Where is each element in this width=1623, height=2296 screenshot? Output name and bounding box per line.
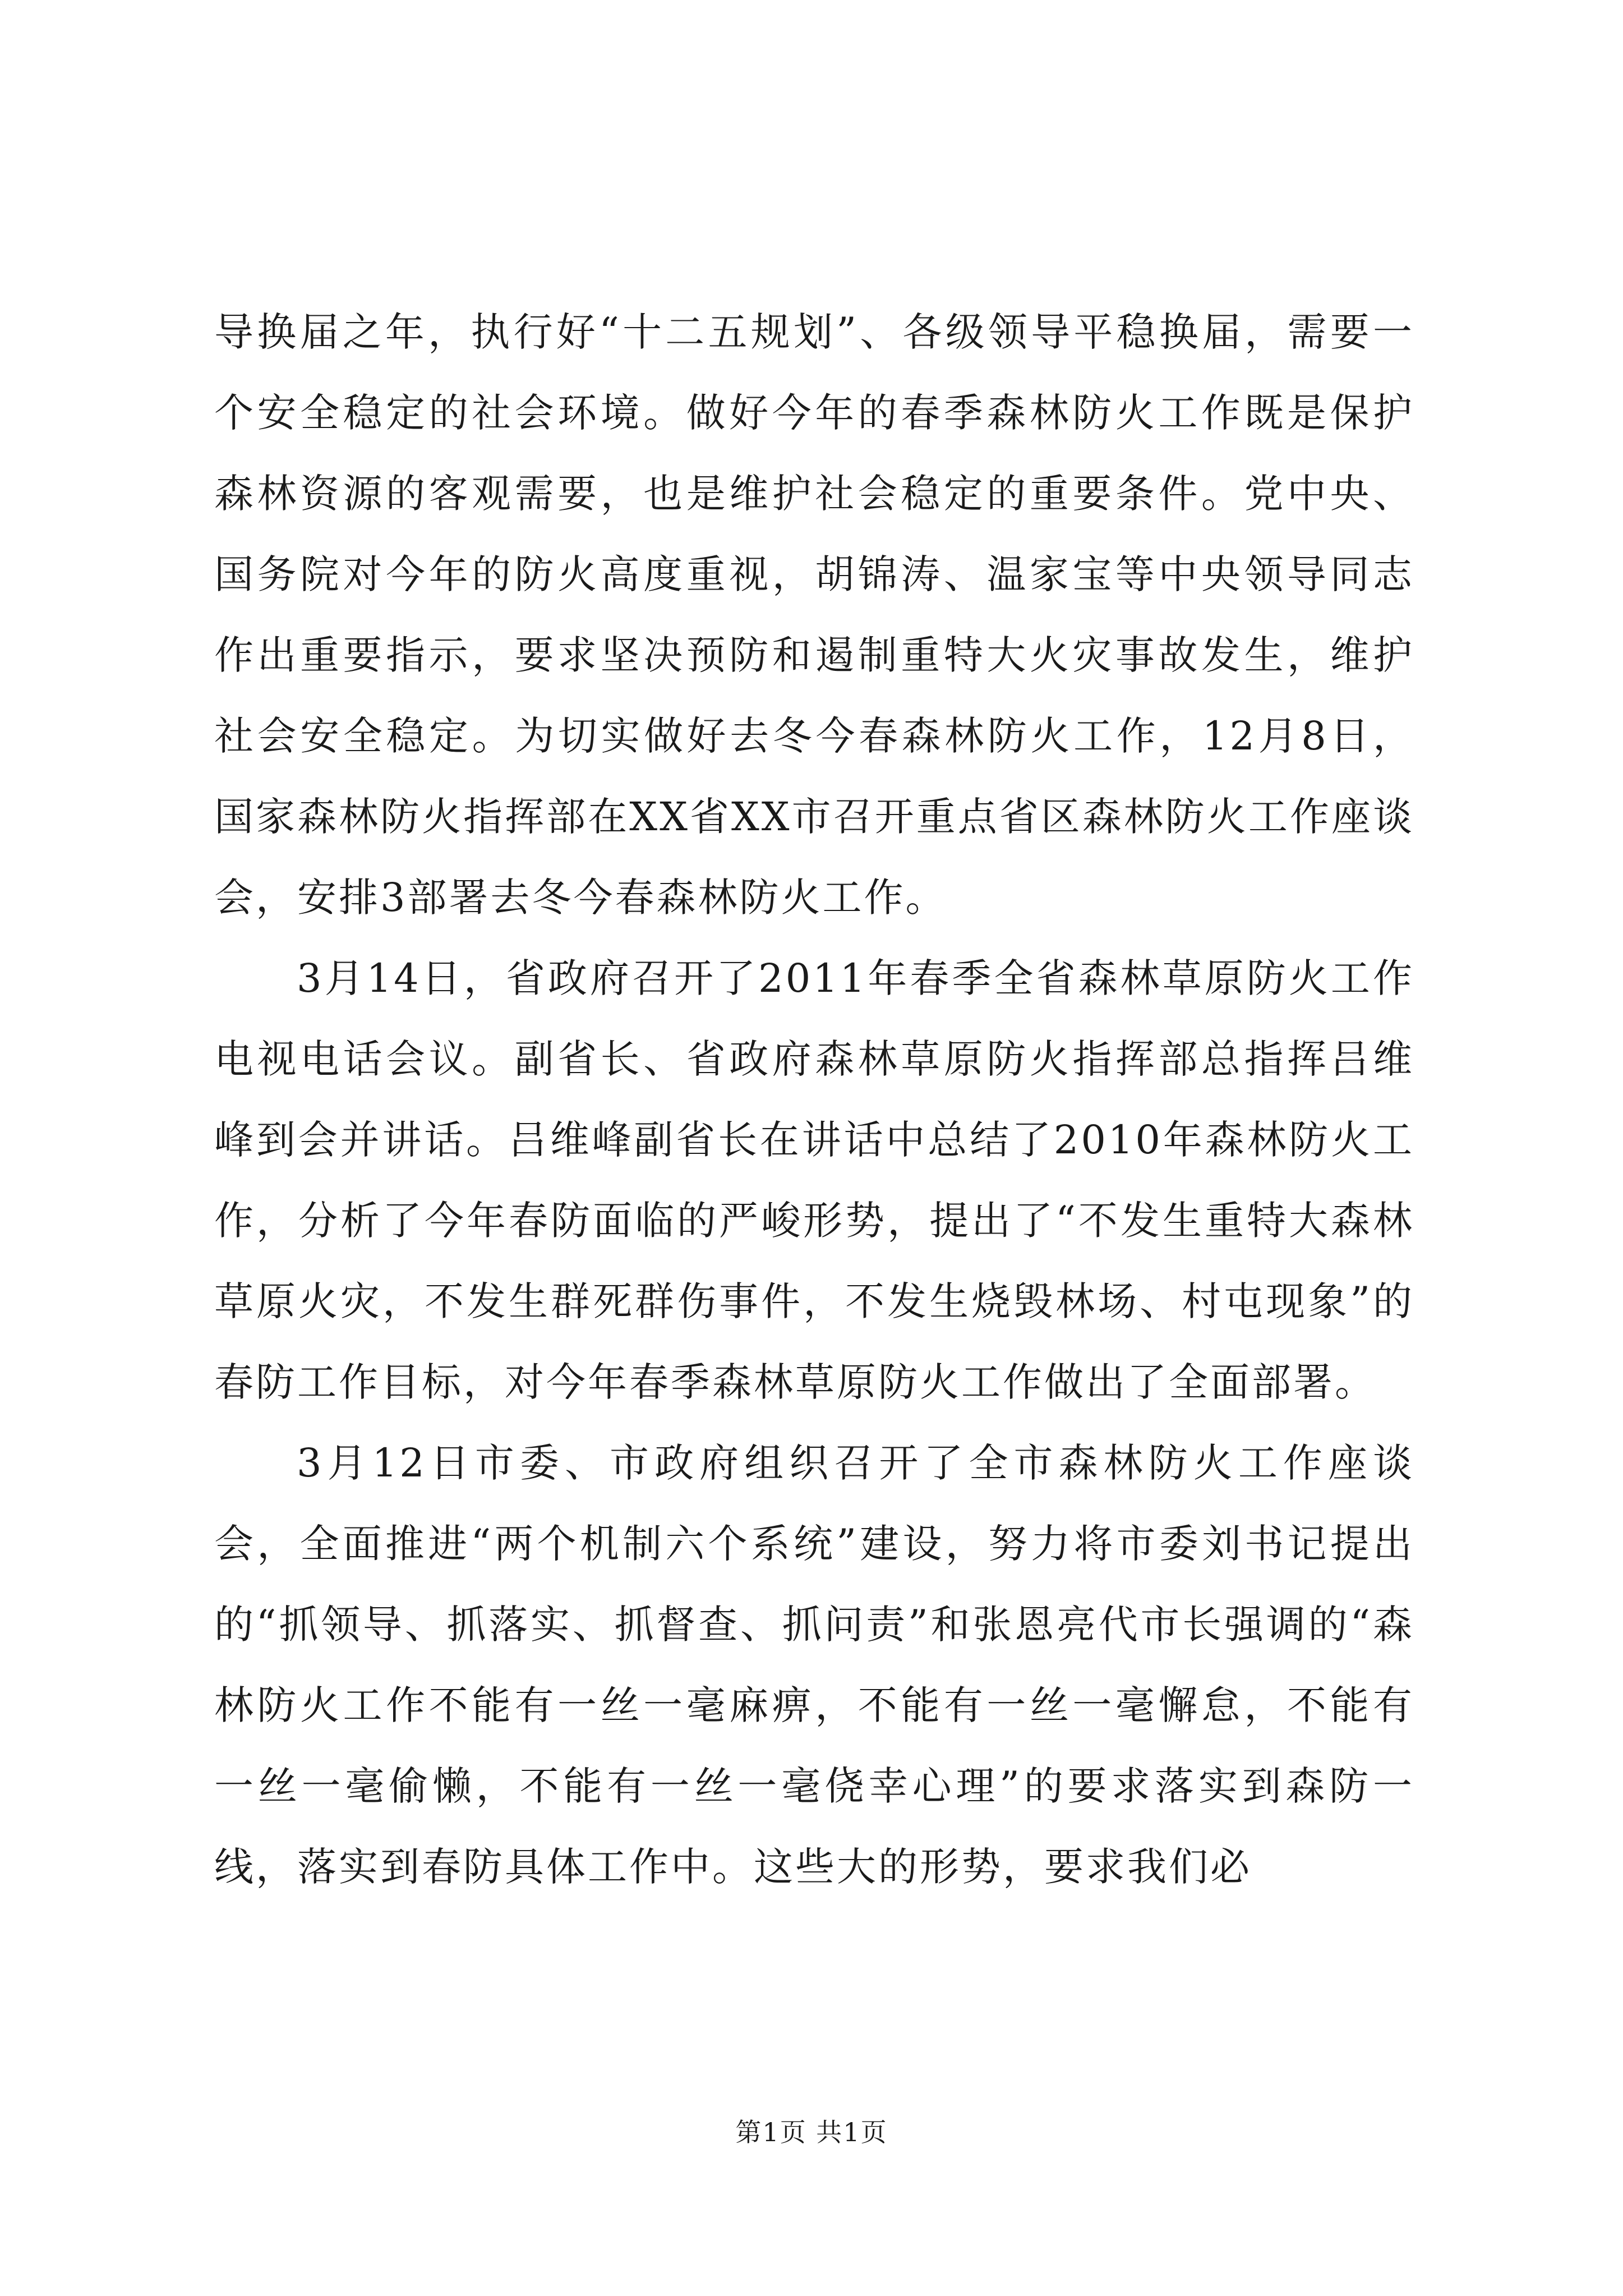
paragraph-1: 导换届之年，执行好“十二五规划”、各级领导平稳换届，需要一个安全稳定的社会环境。做好今年的春季森林防火工作既是保护森林资源的客观需要，也是维护社会稳定的重要条件。党中央、国务院对今年的防火高度重视，胡锦涛、温家宝等中央领导同志作出重要指示，要求坚决预防和遏制重特大火灾事故发生，维护社会安全稳定。为切实做好去冬今春森林防火工作，12月8日，国家森林防火指挥部在XX省XX市召开重点省区森林防火工作座谈会，安排3部署去冬今春森林防火工作。 xyxy=(214,309,1414,921)
page-footer: 第1页 共1页 xyxy=(735,2117,888,2147)
paragraph-2: 3月14日，省政府召开了2011年春季全省森林草原防火工作电视电话会议。副省长、省政府森林草原防火指挥部总指挥吕维峰到会并讲话。吕维峰副省长在讲话中总结了2010年森林防火工作，分析了今年春防面临的严峻形势，提出了“不发生重特大森林草原火灾，不发生群死群伤事件，不发生烧毁林场、村屯现象”的春防工作目标，对今年春季森林草原防火工作做出了全面部署。 xyxy=(214,955,1414,1405)
document-body xyxy=(214,292,1414,1907)
paragraph-3: 3月12日市委、市政府组织召开了全市森林防火工作座谈会，全面推进“两个机制六个系统”建设，努力将市委刘书记提出的“抓领导、抓落实、抓督查、抓问责”和张恩亮代市长强调的“森林防火工作不能有一丝一毫麻痹，不能有一丝一毫懈怠，不能有一丝一毫偷懒，不能有一丝一毫侥幸心理”的要求落实到森防一线，落实到春防具体工作中。这些大的形势，要求我们必 xyxy=(214,1440,1414,1890)
